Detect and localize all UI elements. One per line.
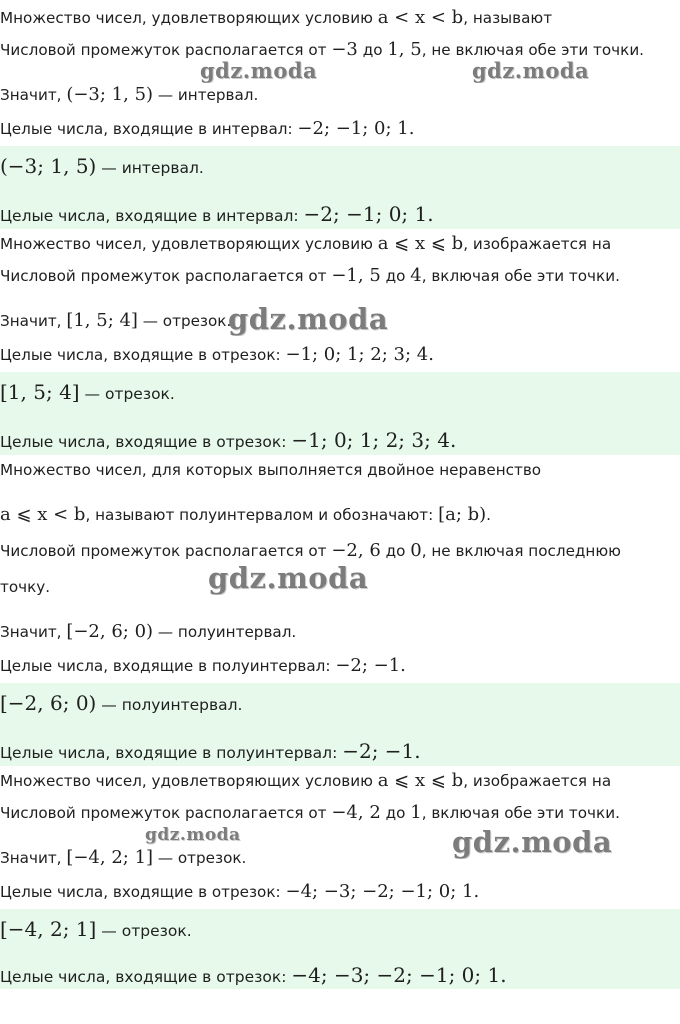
text-line: Значит, [−4, 2; 1] — отрезок. [0, 848, 247, 868]
watermark: gdz.moda [200, 58, 318, 83]
text-line: Значит, [1, 5; 4] — отрезок. [0, 311, 232, 331]
watermark: gdz.moda [145, 825, 241, 845]
text-line: Целые числа, входящие в полуинтервал: −2; −1. [0, 656, 406, 676]
text-line: Целые числа, входящие в отрезок: −4; −3; −2; −1; 0; 1. [0, 882, 480, 902]
answer-block [0, 909, 680, 989]
text-line: Значит, [−2, 6; 0) — полуинтервал. [0, 622, 297, 642]
text-line: точку. [0, 578, 51, 596]
answer-block [0, 146, 680, 229]
text-line: Целые числа, входящие в интервал: −2; −1; 0; 1. [0, 119, 415, 139]
text-line: Целые числа, входящие в полуинтервал: −2; −1. [0, 741, 421, 763]
answer-block [0, 372, 680, 455]
text-line: Значит, (−3; 1, 5) — интервал. [0, 85, 259, 105]
answer-block [0, 683, 680, 766]
text-line: [−2, 6; 0) — полуинтервал. [0, 693, 243, 715]
text-line: Множество чисел, для которых выполняется двойное неравенство [0, 461, 542, 479]
text-line: Целые числа, входящие в интервал: −2; −1; 0; 1. [0, 204, 434, 226]
text-line: Числовой промежуток располагается от −2, 6 до 0, не включая последнюю [0, 541, 621, 561]
watermark: gdz.moda [208, 561, 369, 595]
watermark: gdz.moda [452, 825, 613, 859]
watermark: gdz.moda [228, 302, 389, 336]
text-line: Целые числа, входящие в отрезок: −1; 0; 1; 2; 3; 4. [0, 430, 457, 452]
text-line: Множество чисел, удовлетворяющих условию a ⩽ x ⩽ b, изображается на [0, 234, 612, 254]
watermark: gdz.moda [472, 58, 590, 83]
text-line: Целые числа, входящие в отрезок: −1; 0; 1; 2; 3; 4. [0, 345, 434, 365]
text-line: a ⩽ x < b, называют полуинтервалом и обозначают: [a; b). [0, 505, 491, 525]
text-line: Множество чисел, удовлетворяющих условию a ⩽ x ⩽ b, изображается на [0, 771, 612, 791]
text-line: Числовой промежуток располагается от −4, 2 до 1, включая обе эти точки. [0, 803, 620, 823]
text-line: [−4, 2; 1] — отрезок. [0, 919, 192, 941]
text-line: Числовой промежуток располагается от −3 до 1, 5, не включая обе эти точки. [0, 40, 645, 60]
text-line: (−3; 1, 5) — интервал. [0, 156, 204, 178]
text-line: [1, 5; 4] — отрезок. [0, 382, 175, 404]
text-line: Целые числа, входящие в отрезок: −4; −3; −2; −1; 0; 1. [0, 965, 507, 987]
text-line: Числовой промежуток располагается от −1, 5 до 4, включая обе эти точки. [0, 266, 620, 286]
text-line: Множество чисел, удовлетворяющих условию a < x < b, называют [0, 8, 553, 28]
